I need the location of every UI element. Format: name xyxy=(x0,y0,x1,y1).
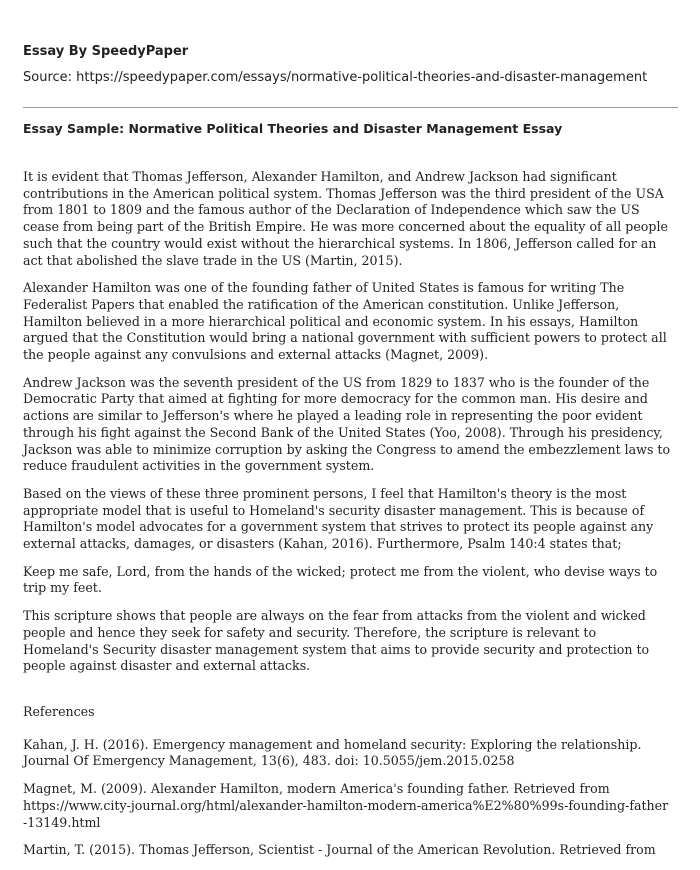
paragraph: Andrew Jackson was the seventh president of the US from 1829 to 1837 who is the founder of the Democratic Party that aimed at fighting for more democracy for the common man. His desire and actions are similar to Jefferson's where he played a leading role in representing the poor evident through his fight against the Second Bank of the United States (Yoo, 2008). Through his presidency, Jackson was able to minimize corruption by asking the Congress to amend the embezzlement laws to reduce fraudulent activities in the government system. xyxy=(23,374,671,474)
reference-item: Martin, T. (2015). Thomas Jefferson, Scientist - Journal of the American Revolution. Retrieved from xyxy=(23,842,656,858)
paragraph: It is evident that Thomas Jefferson, Alexander Hamilton, and Andrew Jackson had significant contributions in the American political system. Thomas Jefferson was the third president of the USA from 1801 to 1809 and the famous author of the Declaration of Independence which saw the US cease from being part of the British Empire. He was more concerned about the equality of all people such that the country would exist without the hierarchical systems. In 1806, Jefferson called for an act that abolished the slave trade in the US (Martin, 2015). xyxy=(23,169,668,268)
essay-body xyxy=(23,169,681,870)
reference-item: Magnet, M. (2009). Alexander Hamilton, modern America's founding father. Retrieved from https://www.city-journal.org/html/alexander-hamilton-modern-america%E2%80%99s-founding-father -13149.html xyxy=(23,781,669,830)
reference-item: Kahan, J. H. (2016). Emergency management and homeland security: Exploring the relationship. Journal Of Emergency Management, 13(6), 483. doi: 10.5055/jem.2015.0258 xyxy=(23,736,642,769)
references-heading: References xyxy=(23,703,95,719)
essay-title: Essay Sample: Normative Political Theories and Disaster Management Essay xyxy=(23,121,563,136)
paragraph: Alexander Hamilton was one of the founding father of United States is famous for writing The Federalist Papers that enabled the ratification of the American constitution. Unlike Jefferson, Hamilton believed in a more hierarchical political and economic system. In his essays, Hamilton argued that the Constitution would bring a national government with sufficient powers to protect all the people against any convulsions and external attacks (Magnet, 2009). xyxy=(23,280,667,363)
source-url: Source: https://speedypaper.com/essays/normative-political-theories-and-disaster-management xyxy=(23,70,648,85)
header-divider xyxy=(23,107,678,108)
header-title: Essay By SpeedyPaper xyxy=(23,44,189,59)
references-list xyxy=(23,737,681,859)
paragraph: Based on the views of these three prominent persons, I feel that Hamilton's theory is the most appropriate model that is useful to Homeland's security disaster management. This is because of Hamilton's model advocates for a government system that strives to protect its people against any external attacks, damages, or disasters (Kahan, 2016). Furthermore, Psalm 140:4 states that; xyxy=(23,485,654,552)
scripture-quote: Keep me safe, Lord, from the hands of the wicked; protect me from the violent, who devise ways to trip my feet. xyxy=(23,563,658,596)
paragraph: This scripture shows that people are always on the fear from attacks from the violent and wicked people and hence they seek for safety and security. Therefore, the scripture is relevant to Homeland's Security disaster management system that aims to provide security and protection to people against disaster and external attacks. xyxy=(23,608,650,674)
